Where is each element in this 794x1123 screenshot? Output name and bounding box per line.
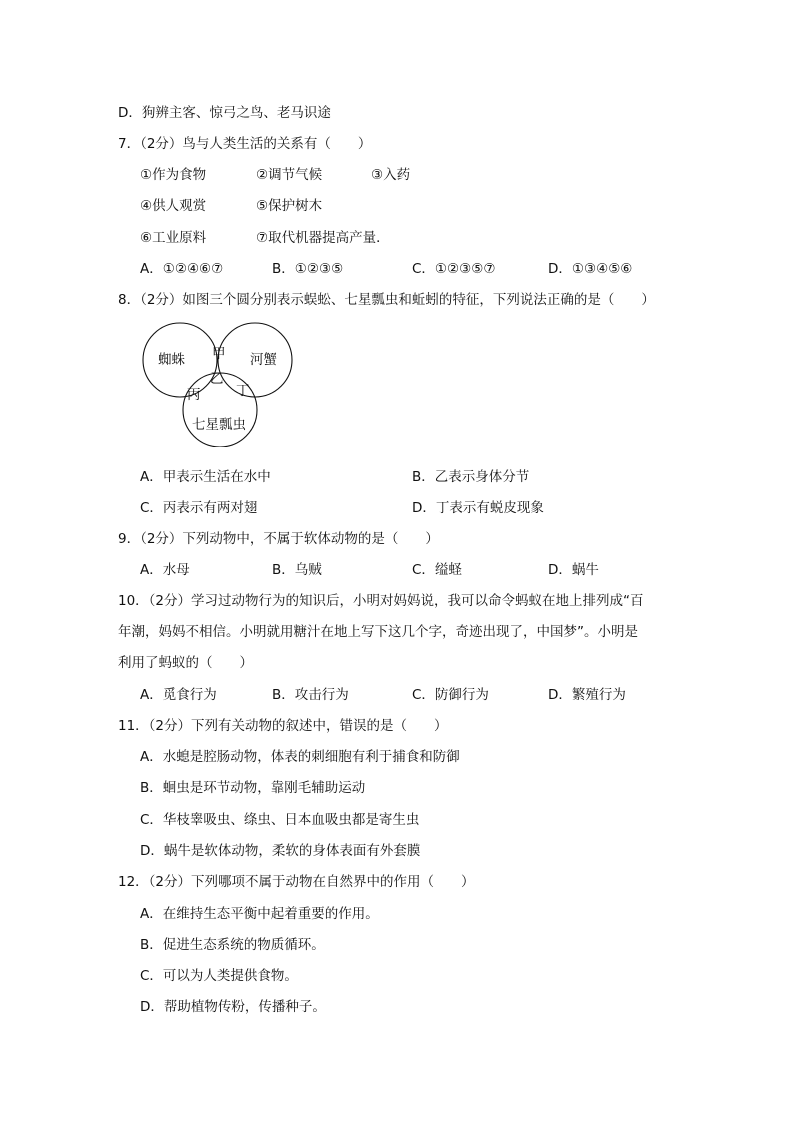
venn-diagram [140, 321, 300, 447]
q7-option-c: C．①②③⑤⑦ [412, 261, 496, 277]
region-ding: 丁 [236, 383, 250, 399]
region-bing: 丙 [187, 387, 201, 403]
label-spider: 蜘蛛 [158, 352, 185, 368]
q7-option-d: D．①③④⑤⑥ [548, 261, 633, 277]
q12-stem: 12．（2分）下列哪项不属于动物在自然界中的作用（ ） [118, 874, 475, 890]
q8-option-d: D．丁表示有蜕皮现象 [412, 500, 544, 516]
q7-item-1: ①作为食物 [140, 167, 207, 183]
q7-option-a: A．①②④⑥⑦ [140, 261, 224, 277]
q12-option-b: B．促进生态系统的物质循环。 [140, 937, 325, 953]
q9-stem: 9．（2分）下列动物中，不属于软体动物的是（ ） [118, 531, 439, 547]
q7-item-7: ⑦取代机器提高产量． [256, 230, 390, 246]
q9-option-c: C．缢蛏 [412, 562, 462, 578]
q11-option-c: C．华枝睾吸虫、绦虫、日本血吸虫都是寄生虫 [140, 812, 420, 828]
q9-option-d: D．蜗牛 [548, 562, 599, 578]
q9-option-b: B．乌贼 [272, 562, 322, 578]
q10-option-b: B．攻击行为 [272, 687, 349, 703]
label-crab: 河蟹 [250, 352, 277, 368]
q9-option-a: A．水母 [140, 562, 190, 578]
q11-option-b: B．蛔虫是环节动物，靠刚毛辅助运动 [140, 780, 366, 796]
q8-option-c: C．丙表示有两对翅 [140, 500, 258, 516]
region-yi: 乙 [210, 371, 224, 387]
q7-item-4: ④供人观赏 [140, 198, 207, 214]
q10-stem-line2: 年潮，妈妈不相信。小明就用糖汁在地上写下这几个字，奇迹出现了，中国梦”。小明是 [118, 624, 638, 640]
q8-option-b: B．乙表示身体分节 [412, 469, 530, 485]
q10-option-c: C．防御行为 [412, 687, 489, 703]
q10-stem-line1: 10．（2分）学习过动物行为的知识后，小明对妈妈说，我可以命令蚂蚁在地上排列成“百 [118, 593, 644, 609]
q7-option-b: B．①②③⑤ [272, 261, 344, 277]
q7-stem: 7．（2分）鸟与人类生活的关系有（ ） [118, 136, 372, 152]
q7-item-5: ⑤保护树木 [256, 198, 323, 214]
q10-option-d: D．繁殖行为 [548, 687, 626, 703]
q12-option-d: D．帮助植物传粉，传播种子。 [140, 999, 326, 1015]
q10-stem-line3: 利用了蚂蚁的（ ） [118, 655, 253, 671]
q7-item-2: ②调节气候 [256, 167, 323, 183]
region-jia: 甲 [212, 346, 226, 362]
label-ladybug: 七星瓢虫 [192, 417, 246, 433]
q8-stem: 8．（2分）如图三个圆分别表示蜈蚣、七星瓢虫和蚯蚓的特征，下列说法正确的是（ ） [118, 292, 655, 308]
q7-item-3: ③入药 [371, 167, 411, 183]
q6-option-d: D．狗辨主客、惊弓之鸟、老马识途 [118, 105, 331, 121]
q11-stem: 11．（2分）下列有关动物的叙述中，错误的是（ ） [118, 718, 448, 734]
q11-option-a: A．水螅是腔肠动物，体表的刺细胞有利于捕食和防御 [140, 749, 460, 765]
q7-item-6: ⑥工业原料 [140, 230, 207, 246]
q11-option-d: D．蜗牛是软体动物，柔软的身体表面有外套膜 [140, 843, 421, 859]
q8-option-a: A．甲表示生活在水中 [140, 469, 271, 485]
q10-option-a: A．觅食行为 [140, 687, 217, 703]
q12-option-c: C．可以为人类提供食物。 [140, 968, 298, 984]
q12-option-a: A．在维持生态平衡中起着重要的作用。 [140, 906, 379, 922]
